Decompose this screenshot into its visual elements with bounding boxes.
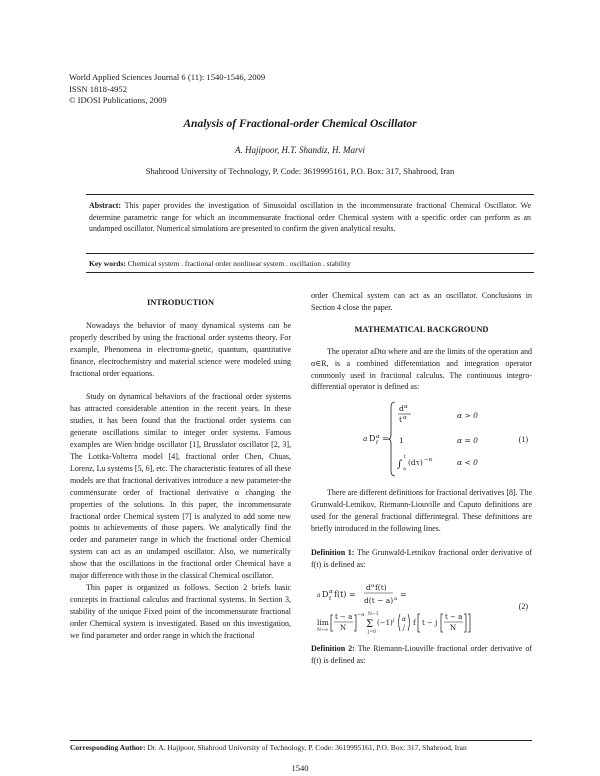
svg-text:Σ: Σ bbox=[366, 618, 374, 630]
equation-2 bbox=[311, 577, 532, 635]
definition-2-text: The Riemann-Liouville fractional order derivative of f(t) is defined as: bbox=[311, 643, 532, 665]
equation-2-number: (2) bbox=[518, 601, 528, 611]
svg-text:α: α bbox=[402, 615, 407, 623]
corresponding-author bbox=[70, 743, 532, 753]
svg-text:(dτ): (dτ) bbox=[408, 458, 423, 468]
svg-text:f: f bbox=[413, 618, 416, 627]
svg-text:j: j bbox=[403, 623, 405, 631]
svg-text:α: α bbox=[403, 415, 407, 422]
definition-1 bbox=[311, 547, 532, 571]
intro-paragraph-3: This paper is organized as follows. Section 2 briefs basic concepts in fractional calculus and fractional systems. In Section 3, stability of the unique Fixed point of the incommensurate fractional order Chemical system is investigated. Based on this investigation, we find parameter and order range in which the fractional bbox=[70, 582, 291, 640]
svg-text:t − j: t − j bbox=[422, 618, 438, 627]
svg-text:D: D bbox=[322, 589, 329, 599]
abstract bbox=[89, 200, 531, 235]
svg-text:N: N bbox=[340, 623, 347, 632]
svg-text:t: t bbox=[404, 454, 407, 461]
corresponding-author-text: Dr. A. Hajipoor, Shahrood University of Technology, P. Code: 3619995161, P.O. Box: 317, Shahrood, Iran bbox=[147, 743, 467, 752]
abstract-bottom-rule bbox=[86, 253, 534, 254]
svg-text:a: a bbox=[403, 466, 406, 473]
svg-text:=: = bbox=[382, 434, 389, 444]
svg-text:lim: lim bbox=[317, 617, 329, 627]
definition-2 bbox=[311, 643, 532, 667]
paper-title: Analysis of Fractional-order Chemical Oscillator bbox=[183, 118, 417, 130]
journal-name: World Applied Sciences Journal 6 (11): 1540-1546, 2009 bbox=[69, 72, 266, 82]
equation-1 bbox=[311, 397, 532, 479]
corresponding-author-label: Corresponding Author: bbox=[70, 743, 146, 752]
abstract-text: This paper provides the investigation of Sinusoidal oscillation in the incommensurate fractional Chemical Oscillator. We determine parametric range for which an incommensurate fractional order Chemical system with a specific order can perform as an undamped oscillator. Numerical simulations are presented to confirm the given analytical results. bbox=[89, 201, 531, 234]
svg-text:α: α bbox=[376, 434, 380, 441]
definition-1-label: Definition 1: bbox=[311, 547, 355, 557]
svg-text:α > 0: α > 0 bbox=[457, 411, 478, 421]
intro-paragraph-1: Nowadays the behavior of many dynamical systems can be properly described by using the fractional order systems theory. For example, Phenomena in electroma-gnetic, quantum, quantitative finance, electrochemistry and material science were modeled using fractional order equations. bbox=[70, 320, 291, 378]
svg-text:t − a: t − a bbox=[335, 612, 353, 621]
svg-text:d: d bbox=[399, 404, 404, 414]
introduction-heading: INTRODUCTION bbox=[146, 298, 214, 307]
intro-continuation: order Chemical system can act as an oscillator. Conclusions in Section 4 close the paper. bbox=[311, 291, 532, 312]
svg-text:−α: −α bbox=[424, 457, 433, 464]
svg-text:t − a: t − a bbox=[445, 612, 463, 621]
abstract-top-rule bbox=[86, 194, 534, 195]
paper-authors: A. Hajipoor, H.T. Shandiz, H. Marvi bbox=[234, 145, 366, 155]
svg-text:−α: −α bbox=[357, 611, 365, 618]
svg-text:=: = bbox=[400, 589, 407, 599]
svg-text:N→∞: N→∞ bbox=[317, 627, 329, 633]
svg-text:d: d bbox=[366, 582, 371, 592]
keywords bbox=[89, 259, 531, 268]
right-column bbox=[311, 290, 532, 667]
author-affiliation: Shahrood University of Technology, P. Code: 3619995161, P.O. Box: 317, Shahrood, Iran bbox=[145, 166, 455, 176]
svg-text:α: α bbox=[329, 588, 333, 595]
journal-issn: ISSN 1818-4952 bbox=[69, 83, 128, 94]
svg-text:f(t): f(t) bbox=[375, 582, 387, 592]
svg-text:α: α bbox=[394, 595, 398, 602]
footer-rule bbox=[70, 740, 532, 741]
keywords-label: Key words: bbox=[89, 259, 126, 268]
svg-text:a: a bbox=[363, 434, 368, 444]
svg-text:α: α bbox=[404, 404, 408, 411]
definition-1-text: The Grunwald-Letnikov fractional order derivative of f(t) is defined as: bbox=[311, 547, 533, 569]
svg-text:a: a bbox=[317, 591, 321, 599]
equation-1-graphic bbox=[311, 397, 532, 479]
operator-paragraph: The operator aDtα where and are the limits of the operation and α∈R, is a combined differentiation and integration operator commonly used in fractional calculus. The continuous integro-differential operator is defined as: bbox=[311, 346, 532, 392]
svg-text:1: 1 bbox=[399, 436, 404, 446]
svg-text:t: t bbox=[376, 440, 379, 447]
intro-paragraph-2: Study on dynamical behaviors of the fractional order systems has attracted considerable attention in the recent years. In these studies, it has been found that the fractional order systems can generate oscillations similar to integer order systems. Famous examples are Wien bridge oscillator [1], Brusslator oscillator [2, 3], The Lottka-Volterra model [4], fractional order Chen, Chuas, Lorenz, Lu systems [5, 6], etc. The characteristic features of all these models are that fractional derivatives introduce a new parameter-the commensurate order of fractional derivative α changing the properties of the solutions. In this paper, the incommensurate fractional order Chemical system [7] is analyzed to add some new points to achievements of those papers. We analytically find the order and parameter range in which the fractional order Chemical system can act as an undamped oscillator. Also, we numerically show that the oscillations in the fractional order Chemical have a major difference with those in the classical Chemical oscillator. bbox=[70, 392, 291, 581]
svg-text:α = 0: α = 0 bbox=[457, 436, 478, 446]
abstract-label: Abstract: bbox=[89, 201, 121, 210]
svg-text:j: j bbox=[393, 616, 395, 623]
equation-1-number: (1) bbox=[518, 435, 528, 445]
definitions-paragraph: There are different definitions for fractional derivatives [8]. The Grunwald-Letnikov, Riemann-Liouville and Caputo definitions are used for the general fractional differintegral. These definitions are briefly introduced in the following lines. bbox=[311, 488, 532, 534]
svg-text:t: t bbox=[329, 595, 332, 602]
svg-text:j=0: j=0 bbox=[368, 629, 377, 635]
svg-text:N: N bbox=[450, 623, 457, 632]
svg-text:∫: ∫ bbox=[397, 459, 403, 471]
svg-text:α: α bbox=[371, 582, 375, 589]
svg-text:d(t − a): d(t − a) bbox=[364, 595, 394, 605]
left-column bbox=[70, 297, 291, 641]
svg-text:D: D bbox=[369, 434, 376, 444]
svg-text:α < 0: α < 0 bbox=[457, 458, 478, 468]
svg-text:f(t) =: f(t) = bbox=[334, 589, 356, 599]
svg-text:N−1: N−1 bbox=[368, 611, 379, 617]
svg-text:t: t bbox=[399, 415, 403, 425]
journal-info bbox=[69, 72, 265, 107]
equation-2-graphic bbox=[311, 577, 532, 635]
keywords-text: Chemical system . fractional order nonlinear system . oscillation . stability bbox=[127, 259, 351, 268]
keywords-bottom-rule bbox=[86, 272, 534, 273]
journal-copyright: © IDOSI Publications, 2009 bbox=[69, 95, 167, 105]
page-number: 1540 bbox=[291, 763, 309, 773]
svg-text:(−1): (−1) bbox=[377, 618, 393, 627]
definition-2-label: Definition 2: bbox=[311, 643, 355, 653]
math-background-heading: MATHEMATICAL BACKGROUND bbox=[354, 324, 489, 334]
